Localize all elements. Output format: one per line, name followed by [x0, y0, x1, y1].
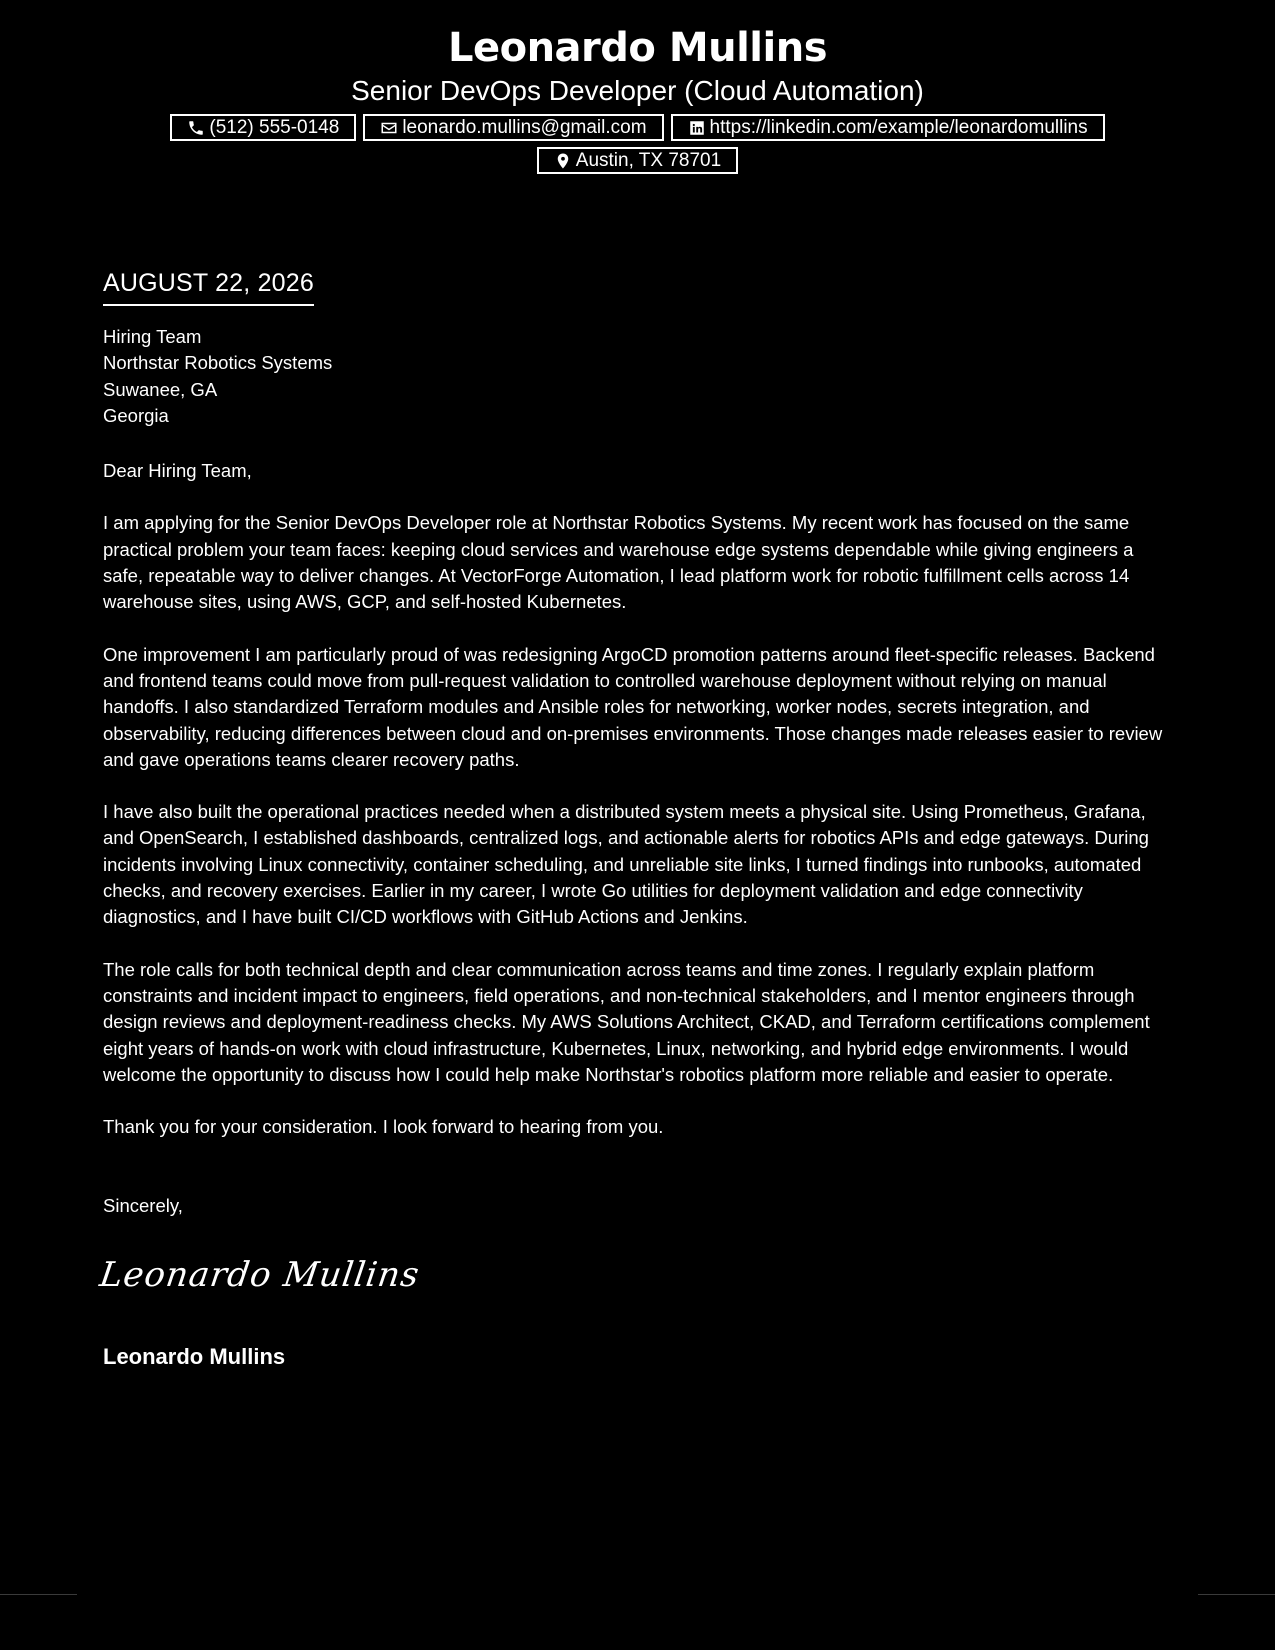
footer-divider-left	[0, 1594, 77, 1595]
letter-date-block	[103, 268, 314, 306]
contact-email[interactable]	[363, 114, 663, 141]
contact-list	[158, 114, 1118, 174]
letter-body	[103, 324, 1175, 1220]
email-text: leonardo.mullins@gmail.com	[402, 116, 647, 138]
location-text: Austin, TX 78701	[575, 149, 722, 171]
paragraph-argocd: One improvement I am particularly proud of was redesigning ArgoCD promotion patterns around fleet-specific releases. Backend and frontend teams could move from pull-request validation to controlled warehouse deployment without relying on manual handoffs. I also standardized Terraform modules and Ansible roles for networking, worker nodes, secrets integration, and observability, reducing differences between cloud and on-premises environments. Those changes made releases easier to review and gave operations teams clearer recovery paths.	[103, 643, 1163, 770]
paragraph-operations: I have also built the operational practices needed when a distributed system meets a physical site. Using Prometheus, Grafana, and OpenSearch, I established dashboards, centralized logs, and actionable alerts for robotics APIs and edge gateways. During incidents involving Linux connectivity, container scheduling, and unreliable site links, I turned findings into runbooks, automated checks, and recovery exercises. Earlier in my career, I wrote Go utilities for deployment validation and edge connectivity diagnostics, and I have built CI/CD workflows with GitHub Actions and Jenkins.	[103, 801, 1149, 928]
signed-name: Leonardo Mullins	[103, 1344, 286, 1369]
paragraph-intro: I am applying for the Senior DevOps Developer role at Northstar Robotics Systems. My recent work has focused on the same practical problem your team faces: keeping cloud services and warehouse edge systems dependable while giving engineers a safe, repeatable way to deliver changes. At VectorForge Automation, I lead platform work for robotic fulfillment cells across 14 warehouse sites, using AWS, GCP, and self-hosted Kubernetes.	[103, 512, 1134, 613]
map-pin-icon	[554, 152, 572, 170]
recipient-block	[103, 324, 1175, 429]
handwritten-signature: Leonardo Mullins	[97, 1255, 423, 1295]
contact-location	[537, 147, 738, 174]
recipient-line: Georgia	[103, 404, 169, 426]
salutation: Dear Hiring Team,	[103, 460, 252, 482]
applicant-role: Senior DevOps Developer (Cloud Automation)	[351, 75, 924, 106]
phone-text: (512) 555-0148	[209, 116, 340, 138]
footer-divider-right	[1198, 1594, 1275, 1595]
letter-header	[0, 22, 1275, 174]
recipient-line: Hiring Team	[103, 326, 202, 347]
recipient-line: Northstar Robotics Systems	[103, 352, 333, 374]
contact-phone[interactable]	[170, 114, 356, 141]
phone-icon	[187, 119, 205, 137]
envelope-icon	[380, 119, 398, 137]
linkedin-icon	[688, 119, 706, 137]
letter-date: AUGUST 22, 2026	[103, 268, 314, 306]
contact-linkedin[interactable]	[671, 114, 1105, 141]
closing: Sincerely,	[103, 1195, 183, 1217]
recipient-line: Suwanee, GA	[103, 378, 218, 400]
applicant-name: Leonardo Mullins	[447, 25, 828, 71]
linkedin-text: https://linkedin.com/example/leonardomullins	[709, 116, 1088, 138]
paragraph-communication: The role calls for both technical depth and clear communication across teams and time zones. I regularly explain platform constraints and incident impact to engineers, field operations, and non-technical stakeholders, and I mentor engineers through design reviews and deployment-readiness checks. My AWS Solutions Architect, CKAD, and Terraform certifications complement eight years of hands-on work with cloud infrastructure, Kubernetes, Linux, networking, and hybrid edge environments. I would welcome the opportunity to discuss how I could help make Northstar's robotics platform more reliable and easier to operate.	[103, 958, 1150, 1085]
paragraph-thanks: Thank you for your consideration. I look forward to hearing from you.	[103, 1116, 664, 1138]
